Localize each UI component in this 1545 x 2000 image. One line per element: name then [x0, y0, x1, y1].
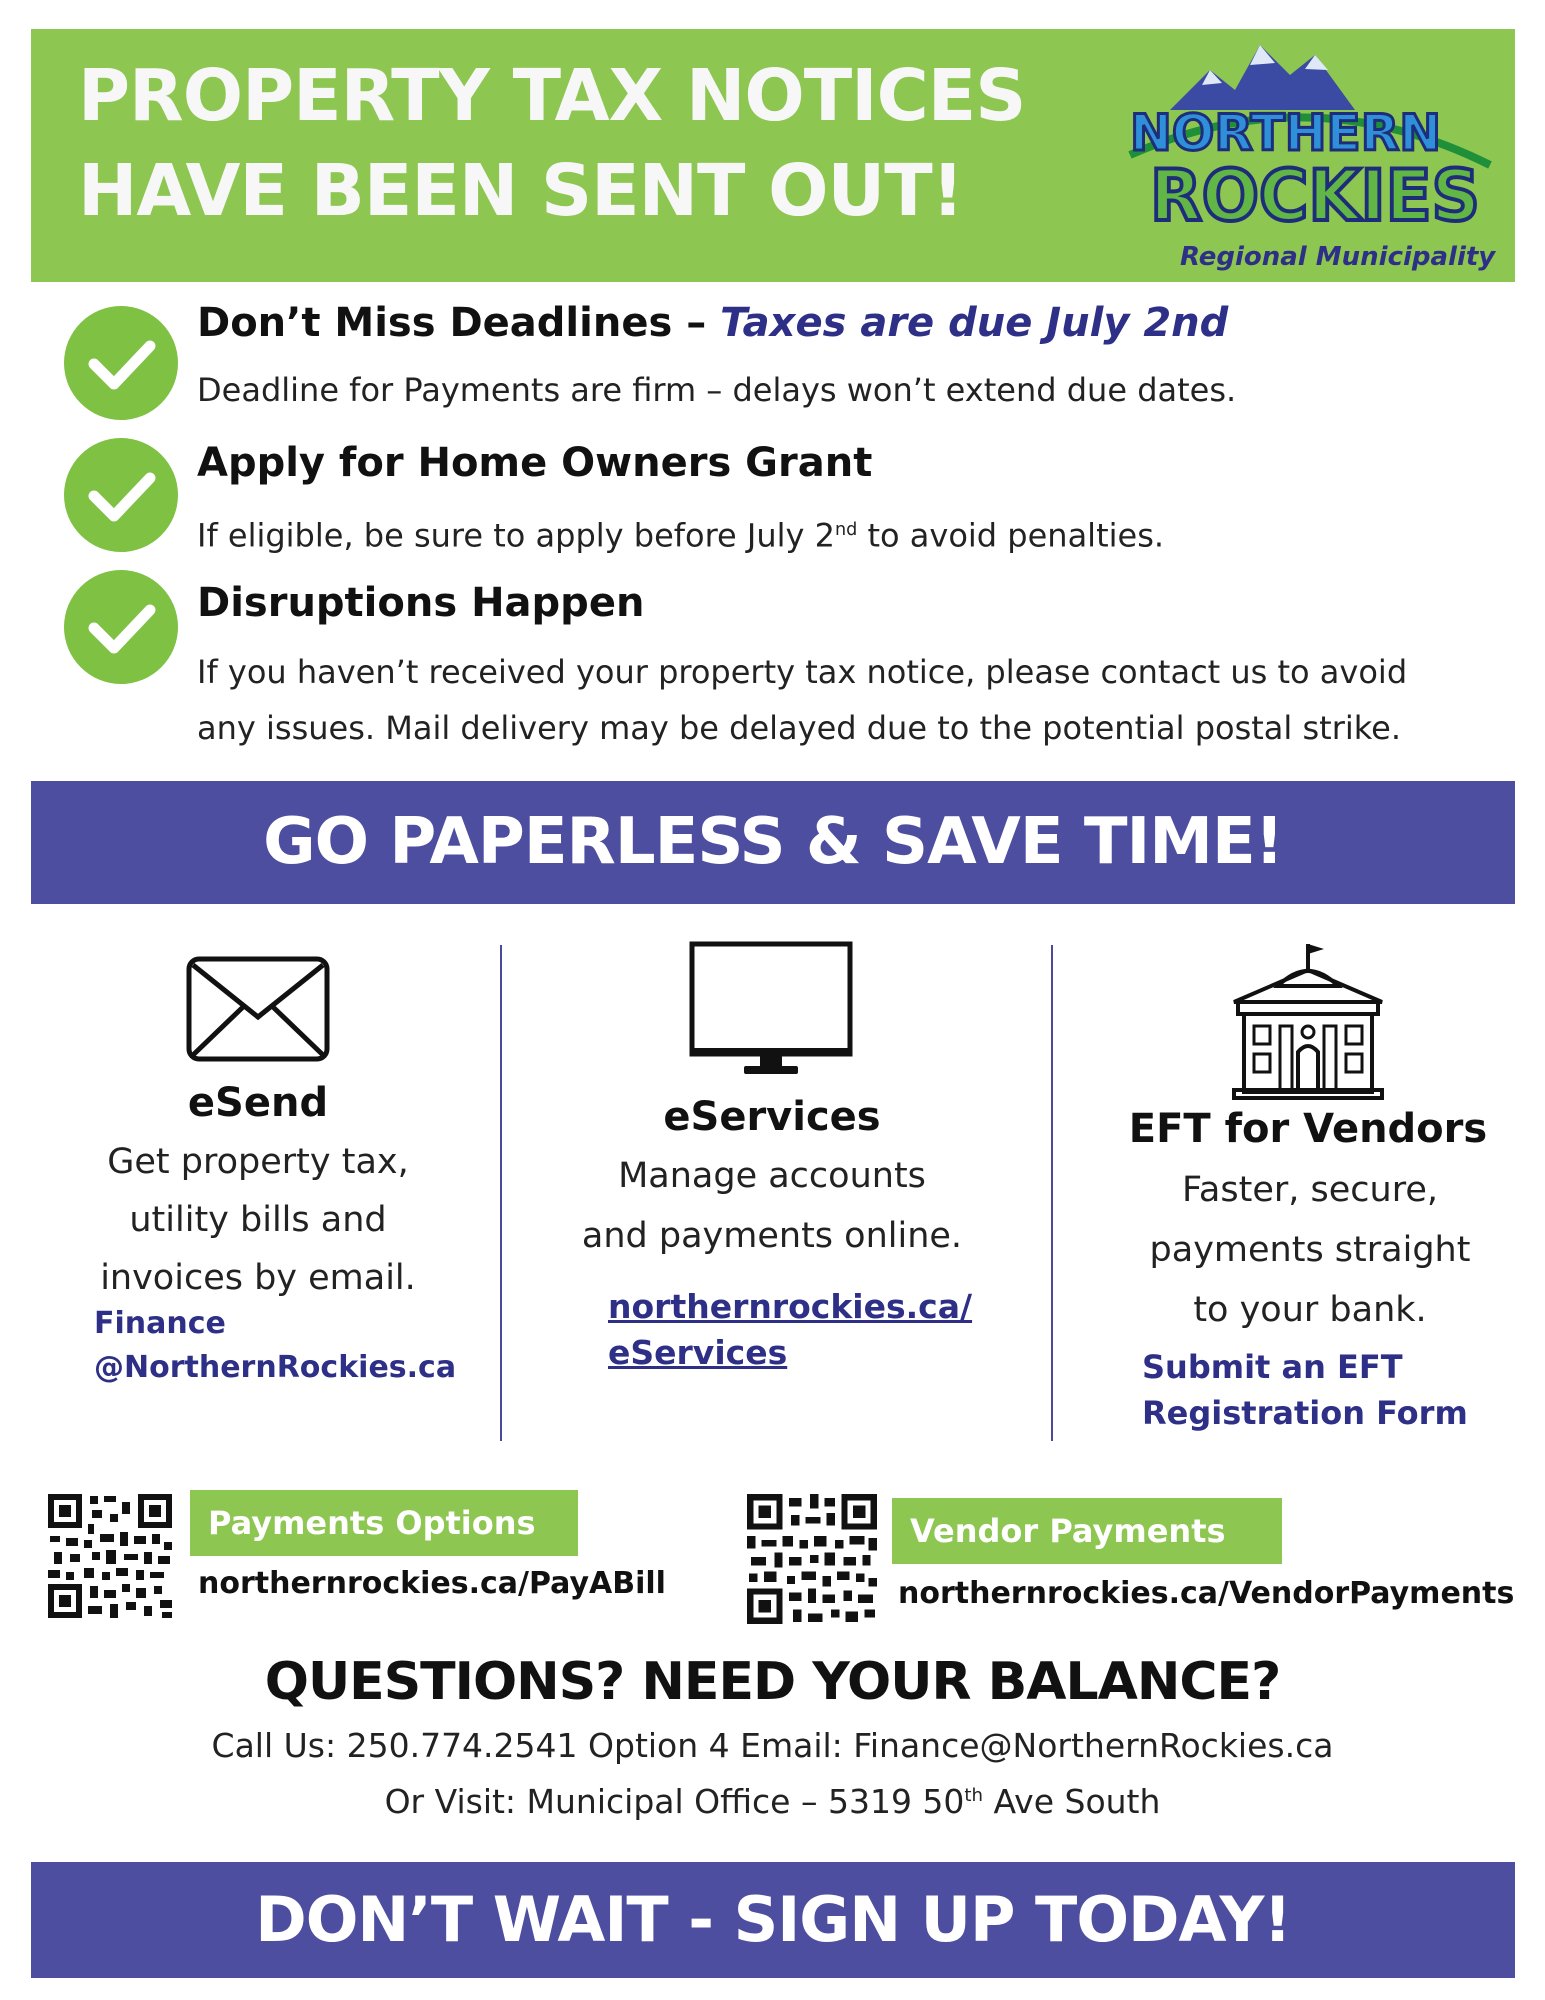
title-line-2: HAVE BEEN SENT OUT!	[78, 149, 964, 232]
disruptions-text: If you haven’t received your property tax notice, please contact us to avoid any issues. Mail delivery may be delayed due to the potential postal strike.	[197, 653, 1408, 747]
qr-code-icon[interactable]	[48, 1494, 172, 1622]
office-address: Or Visit: Municipal Office – 5319 50th Ave South	[384, 1782, 1161, 1821]
esend-title: eSend	[187, 1080, 329, 1126]
eft-title: EFT for Vendors	[1128, 1106, 1488, 1152]
vendor-payments-tag: Vendor Payments	[892, 1498, 1282, 1564]
envelope-icon	[185, 955, 331, 1067]
grant-text: If eligible, be sure to apply before July 2nd to avoid penalties.	[197, 516, 1165, 555]
checkmark-icon	[64, 570, 178, 684]
title-line-1: PROPERTY TAX NOTICES	[78, 54, 1026, 137]
vendor-payments-link[interactable]: northernrockies.ca/VendorPayments	[898, 1576, 1515, 1611]
payment-options-tag: Payments Options	[190, 1490, 578, 1556]
column-divider	[1051, 945, 1053, 1441]
checkmark-icon	[64, 438, 178, 552]
eft-description: Faster, secure, payments straight to your bank.	[1149, 1170, 1471, 1330]
checkmark-icon	[64, 306, 178, 420]
esend-description: Get property tax, utility bills and invoices by email.	[100, 1142, 416, 1298]
contact-phone-email: Call Us: 250.774.2541 Option 4 Email: Finance@NorthernRockies.ca	[211, 1726, 1334, 1765]
monitor-icon	[688, 940, 854, 1080]
esend-email-link[interactable]: Finance @NorthernRockies.ca	[94, 1306, 457, 1385]
pay-a-bill-link[interactable]: northernrockies.ca/PayABill	[198, 1566, 666, 1601]
eservices-link[interactable]: northernrockies.ca/ eServices	[608, 1287, 973, 1372]
northern-rockies-logo	[1110, 35, 1510, 275]
page-title	[78, 48, 1025, 238]
svg-text:Regional Municipality: Regional Municipality	[1180, 242, 1496, 272]
questions-heading: QUESTIONS? NEED YOUR BALANCE?	[264, 1652, 1281, 1712]
signup-banner: DON’T WAIT - SIGN UP TODAY!	[31, 1862, 1515, 1978]
deadline-heading: Don’t Miss Deadlines – Taxes are due July 2nd	[197, 300, 1229, 346]
eft-registration-link[interactable]: Submit an EFT Registration Form	[1142, 1348, 1468, 1432]
eservices-title: eServices	[663, 1094, 881, 1140]
column-divider	[500, 945, 502, 1441]
building-icon	[1228, 940, 1388, 1104]
eservices-description: Manage accounts and payments online.	[581, 1156, 963, 1256]
svg-text:NORTHERN: NORTHERN	[1130, 104, 1442, 162]
svg-text:ROCKIES: ROCKIES	[1150, 155, 1480, 237]
disruptions-heading: Disruptions Happen	[197, 580, 645, 626]
deadline-text: Deadline for Payments are firm – delays won’t extend due dates.	[197, 371, 1237, 409]
due-date-highlight: Taxes are due July 2nd	[720, 300, 1229, 346]
grant-heading: Apply for Home Owners Grant	[197, 440, 873, 486]
paperless-banner: GO PAPERLESS & SAVE TIME!	[31, 781, 1515, 904]
qr-code-icon[interactable]	[747, 1494, 877, 1628]
